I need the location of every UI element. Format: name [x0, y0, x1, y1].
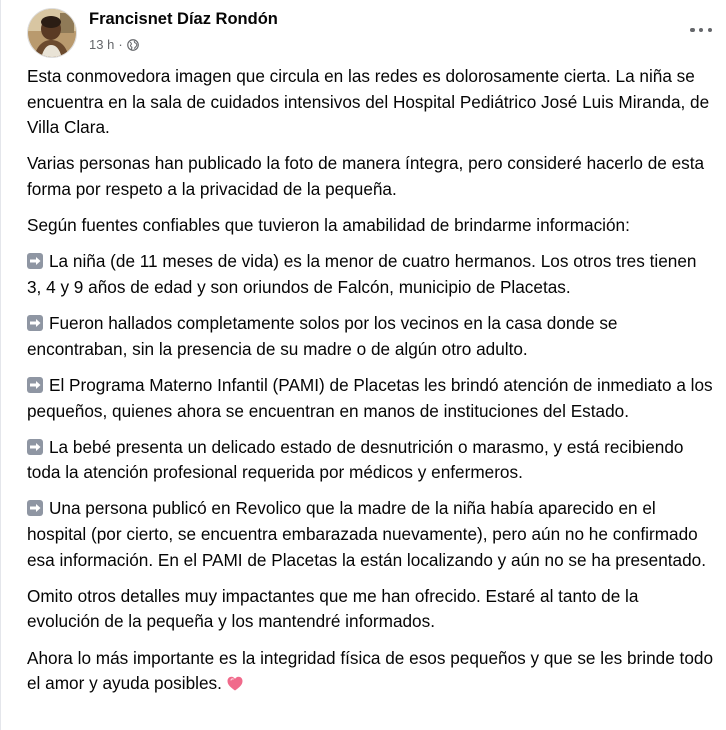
paragraph-details: Omito otros detalles muy impactantes que me han ofrecido. Estaré al tanto de la evolución de la pequeña y los mantendré informados. [27, 585, 639, 632]
bullet-paragraph: Fueron hallados completamente solos por los vecinos en la casa donde se encontraban, sin la presencia de su madre o de algún otro adulto. [27, 313, 618, 359]
bullet-paragraph: La bebé presenta un delicado estado de desnutrición o marasmo, y está recibiendo toda la atención profesional requerida por médicos y enfermeros. [27, 436, 684, 483]
paragraph-closing: Ahora lo más importante es la integridad física de esos pequeños y que se les brinde todo el amor y ayuda posibles. [27, 646, 713, 700]
post-meta [89, 8, 278, 54]
paragraph-intro: Esta conmovedora imagen que circula en las redes es dolorosamente cierta. La niña se encuentra en la sala de cuidados intensivos del Hospital Pediátrico José Luis Miranda, de Villa Clara. [27, 66, 710, 138]
post-text [27, 64, 713, 710]
paragraph-privacy: Varias personas han publicado la foto de manera íntegra, pero consideré hacerlo de esta forma por respeto a la privacidad de la pequeña. [27, 153, 705, 199]
meta-separator: · [118, 37, 123, 52]
right-arrow-emoji-icon [27, 253, 43, 269]
post-timestamp[interactable]: 13 h [89, 37, 115, 52]
bullet-paragraph: El Programa Materno Infantil (PAMI) de Placetas les brindó atención de inmediato a los pequeños, quienes ahora se encuentran en manos de instituciones del Estado. [27, 374, 713, 421]
author-avatar[interactable] [27, 8, 77, 58]
post-subline [89, 36, 278, 54]
right-arrow-emoji-icon [27, 315, 43, 331]
sparkling-heart-emoji-icon [226, 674, 244, 700]
globe-icon[interactable] [127, 39, 139, 51]
bullet-paragraph: Una persona publicó en Revolico que la madre de la niña había aparecido en el hospital (por cierto, se encuentra embarazada nuevamente), pero aún no he confirmado esa información. En el PAMI de Placetas la están localizando y aún no se ha presentado. [27, 498, 706, 570]
right-arrow-emoji-icon [27, 439, 43, 455]
post-header [27, 8, 278, 58]
right-arrow-emoji-icon [27, 500, 43, 516]
more-options-icon[interactable] [690, 20, 712, 40]
right-arrow-emoji-icon [27, 377, 43, 393]
author-name[interactable]: Francisnet Díaz Rondón [89, 10, 278, 28]
paragraph-sources: Según fuentes confiables que tuvieron la amabilidad de brindarme información: [27, 215, 630, 236]
bullet-paragraph: La niña (de 11 meses de vida) es la menor de cuatro hermanos. Los otros tres tienen 3, 4 y 9 años de edad y son oriundos de Falcón, municipio de Placetas. [27, 251, 697, 297]
